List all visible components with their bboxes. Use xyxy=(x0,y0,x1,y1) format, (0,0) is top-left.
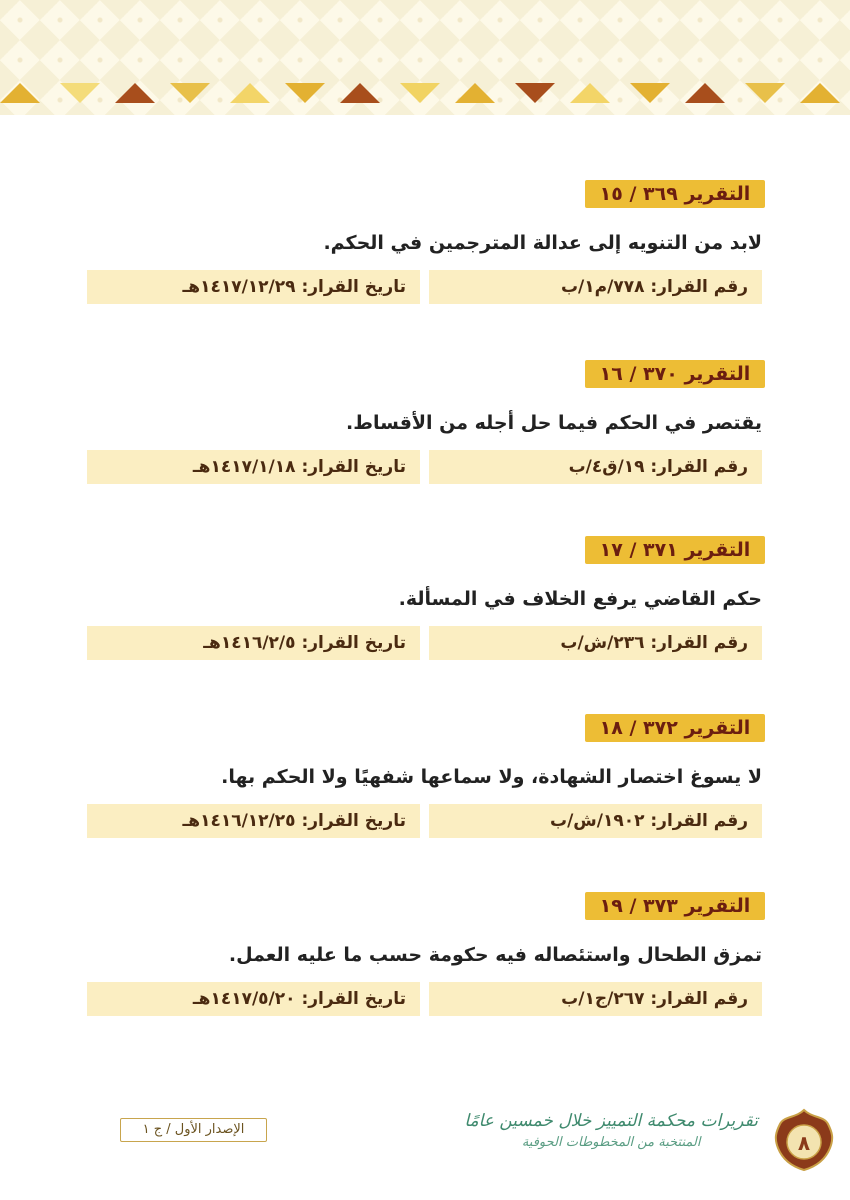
ruling-text: تمزق الطحال واستئصاله فيه حكومة حسب ما عليه العمل. xyxy=(228,944,762,966)
page-number: ٨ xyxy=(797,1131,811,1155)
report-entry xyxy=(0,714,850,854)
triangle-row xyxy=(0,83,840,103)
decision-number: رقم القرار: ٢٣٦/ش/ب xyxy=(429,626,762,660)
ruling-text: لا يسوغ اختصار الشهادة، ولا سماعها شفهيًا ولا الحكم بها. xyxy=(221,766,762,788)
report-number-badge: التقرير ٣٦٩ / ١٥ xyxy=(585,180,765,208)
decision-number: رقم القرار: ٢٦٧/ج١/ب xyxy=(429,982,762,1016)
report-number-badge: التقرير ٣٧٠ / ١٦ xyxy=(585,360,765,388)
decision-number: رقم القرار: ٧٧٨/م١/ب xyxy=(429,270,762,304)
book-title xyxy=(464,1110,758,1154)
report-entry xyxy=(0,892,850,1032)
ruling-text: يقتصر في الحكم فيما حل أجله من الأقساط. xyxy=(346,412,762,434)
report-entry xyxy=(0,180,850,320)
decision-date: تاريخ القرار: ١٤١٦/١٢/٢٥هـ xyxy=(87,804,420,838)
triangle-border xyxy=(0,73,850,103)
report-entry xyxy=(0,360,850,500)
decision-number: رقم القرار: ١٩/ق٤/ب xyxy=(429,450,762,484)
ruling-text: حكم القاضي يرفع الخلاف في المسألة. xyxy=(398,588,762,610)
ornament-icon xyxy=(772,1108,836,1172)
report-number-badge: التقرير ٣٧٣ / ١٩ xyxy=(585,892,765,920)
decision-date: تاريخ القرار: ١٤١٧/١٢/٢٩هـ xyxy=(87,270,420,304)
decision-date: تاريخ القرار: ١٤١٧/١/١٨هـ xyxy=(87,450,420,484)
header-ornament xyxy=(0,0,850,115)
decision-date: تاريخ القرار: ١٤١٦/٢/٥هـ xyxy=(87,626,420,660)
book-subtitle: المنتخبة من المخطوطات الحوفية xyxy=(521,1135,701,1150)
decision-date: تاريخ القرار: ١٤١٧/٥/٢٠هـ xyxy=(87,982,420,1016)
report-number-badge: التقرير ٣٧٢ / ١٨ xyxy=(585,714,765,742)
report-number-badge: التقرير ٣٧١ / ١٧ xyxy=(585,536,765,564)
report-entry xyxy=(0,536,850,676)
book-title-main: تقريرات محكمة التمييز خلال خمسين عامًا xyxy=(464,1111,758,1131)
page-footer xyxy=(0,1090,850,1200)
ruling-text: لابد من التنويه إلى عدالة المترجمين في الحكم. xyxy=(323,232,762,254)
decision-number: رقم القرار: ١٩٠٢/ش/ب xyxy=(429,804,762,838)
edition-part-label: الإصدار الأول / ج ١ xyxy=(120,1118,267,1142)
page-number-emblem xyxy=(772,1108,836,1172)
